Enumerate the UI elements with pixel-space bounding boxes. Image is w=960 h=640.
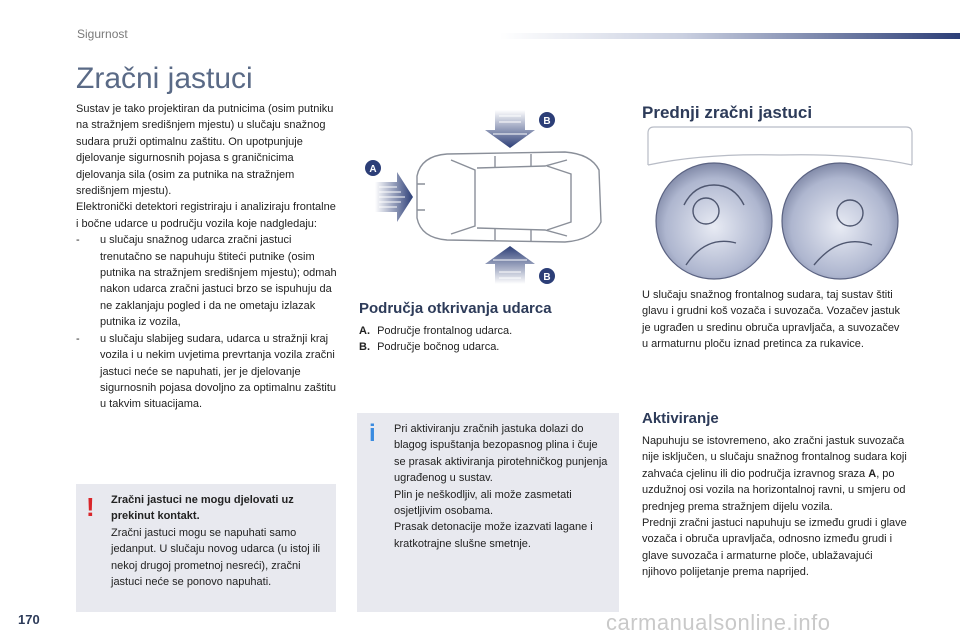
- zone-text: Područje bočnog udarca.: [377, 341, 500, 354]
- info-panel: [357, 413, 619, 612]
- zone-a-label: A: [369, 164, 377, 175]
- zone-b-top-label: B: [543, 116, 551, 127]
- driver-airbag: [656, 163, 772, 279]
- front-airbags-figure: [644, 125, 916, 281]
- intro-paragraph-1: Sustav je tako projektiran da putnicima (osim putniku na stražnjem središnjem mjestu) u slučaju snažnog sudara pruži optimalnu zaštitu. On upotpunjuje djelovanje sigurnosnih pojasa s graničnicima djelovanja sila (osim za putnika na stražnjem središnjem mjestu).: [76, 103, 334, 198]
- info-paragraph-3: Prasak detonacije može izazvati lagane i kratkotrajne slušne smetnje.: [394, 521, 593, 550]
- warning-panel: [76, 484, 336, 612]
- warning-paragraph: Zračni jastuci mogu se napuhati samo jedanput. U slučaju novog udarca (u istoj ili nekoj drugoj prometnoj nesreći), zračni jastuci neće se ponovo napuhati.: [111, 526, 321, 589]
- info-icon: i: [369, 420, 376, 447]
- activation-text-bold: A: [868, 467, 877, 480]
- list-item-text: u slučaju snažnog udarca zračni jastuci trenutačno se napuhuju štiteći putnike (osim putnika na stražnjem središnjem mjestu); odmah nakon udarca zračni jastuci brzo se ispuhuju da ne zaklanjaju pogled i da ne ometaju izlazak putnika iz vozila,: [100, 234, 337, 329]
- header-bar: [500, 33, 960, 39]
- zones-title: Područja otkrivanja udarca: [359, 300, 552, 317]
- watermark: carmanualsonline.info: [606, 610, 831, 635]
- activation-paragraph-1: [642, 433, 907, 515]
- page-number: 170: [18, 612, 40, 627]
- car-outline: [417, 152, 601, 242]
- intro-text: [76, 101, 338, 413]
- activation-title: Aktiviranje: [642, 410, 719, 427]
- front-airbags-paragraph: U slučaju snažnog frontalnog sudara, taj sustav štiti glavu i grudni koš vozača i suvozača. Vozačev jastuk je ugrađen u sredinu obruča upravljača, a suvozačev u armaturnu ploču iznad pretinca za rukavice.: [642, 289, 901, 351]
- info-paragraph-2: Plin je neškodljiv, ali može zasmetati osjetljivim osobama.: [394, 488, 572, 518]
- info-text: [394, 421, 612, 552]
- list-item: [359, 339, 609, 355]
- activation-text-before: Napuhuju se istovremeno, ako zračni jastuk suvozača nije isključen, u slučaju snažnog frontalnog sudara koji zahvaća cjelinu ili dio područja izravnog sraza: [642, 435, 907, 480]
- list-item: [76, 331, 338, 413]
- activation-text: [642, 433, 907, 581]
- page-title: Zračni jastuci: [76, 62, 253, 95]
- list-dash: -: [76, 234, 80, 247]
- side-impact-arrows-top: [485, 110, 535, 148]
- intro-paragraph-2: Elektronički detektori registriraju i analiziraju frontalne i bočne udarce u području vozila koje nadgledaju:: [76, 201, 336, 230]
- list-item: [76, 232, 338, 330]
- list-item: [359, 323, 609, 339]
- activation-paragraph-2: Prednji zračni jastuci napuhuju se između grudi i glave vozača i obruča upravljača, odnosno između grudi i glave suvozača i armaturne ploče, ublažavajući njihovo polijetanje prema naprijed.: [642, 517, 907, 579]
- warning-icon: !: [86, 492, 95, 522]
- info-paragraph-1: Pri aktiviranju zračnih jastuka dolazi do blagog ispuštanja bezopasnog plina i čuje se prasak aktiviranja pirotehničkog punjenja ugrađenog u sustav.: [394, 423, 608, 485]
- zones-list: [359, 323, 609, 356]
- passenger-airbag: [782, 163, 898, 279]
- warning-text: [111, 492, 326, 590]
- detection-zones-figure: [355, 104, 615, 290]
- zone-b-bottom-label: B: [543, 272, 551, 283]
- list-dash: -: [76, 332, 80, 345]
- side-impact-arrows-bottom: [485, 246, 535, 284]
- warning-bold: Zračni jastuci ne mogu djelovati uz prekinut kontakt.: [111, 494, 294, 523]
- activation-text-after: , po uzdužnoj osi vozila na horizontalnoj ravni, u smjeru od prednjeg prema stražnjem dijelu vozila.: [642, 467, 906, 513]
- front-airbags-text: [642, 287, 907, 353]
- zone-key: A.: [359, 325, 370, 337]
- zone-text: Područje frontalnog udarca.: [377, 325, 513, 337]
- list-item-text: u slučaju slabijeg sudara, udarca u stražnji kraj vozila i u nekim uvjetima prevrtanja vozila zračni jastuci neće se napuhati, jer je djelovanje sigurnosnih pojasa dovoljno za optimalnu zaštitu u takvim situacijama.: [100, 332, 337, 411]
- front-airbags-title: Prednji zračni jastuci: [642, 103, 813, 122]
- section-label: Sigurnost: [77, 27, 128, 41]
- front-impact-arrows: [375, 172, 413, 222]
- zone-key: B.: [359, 341, 370, 354]
